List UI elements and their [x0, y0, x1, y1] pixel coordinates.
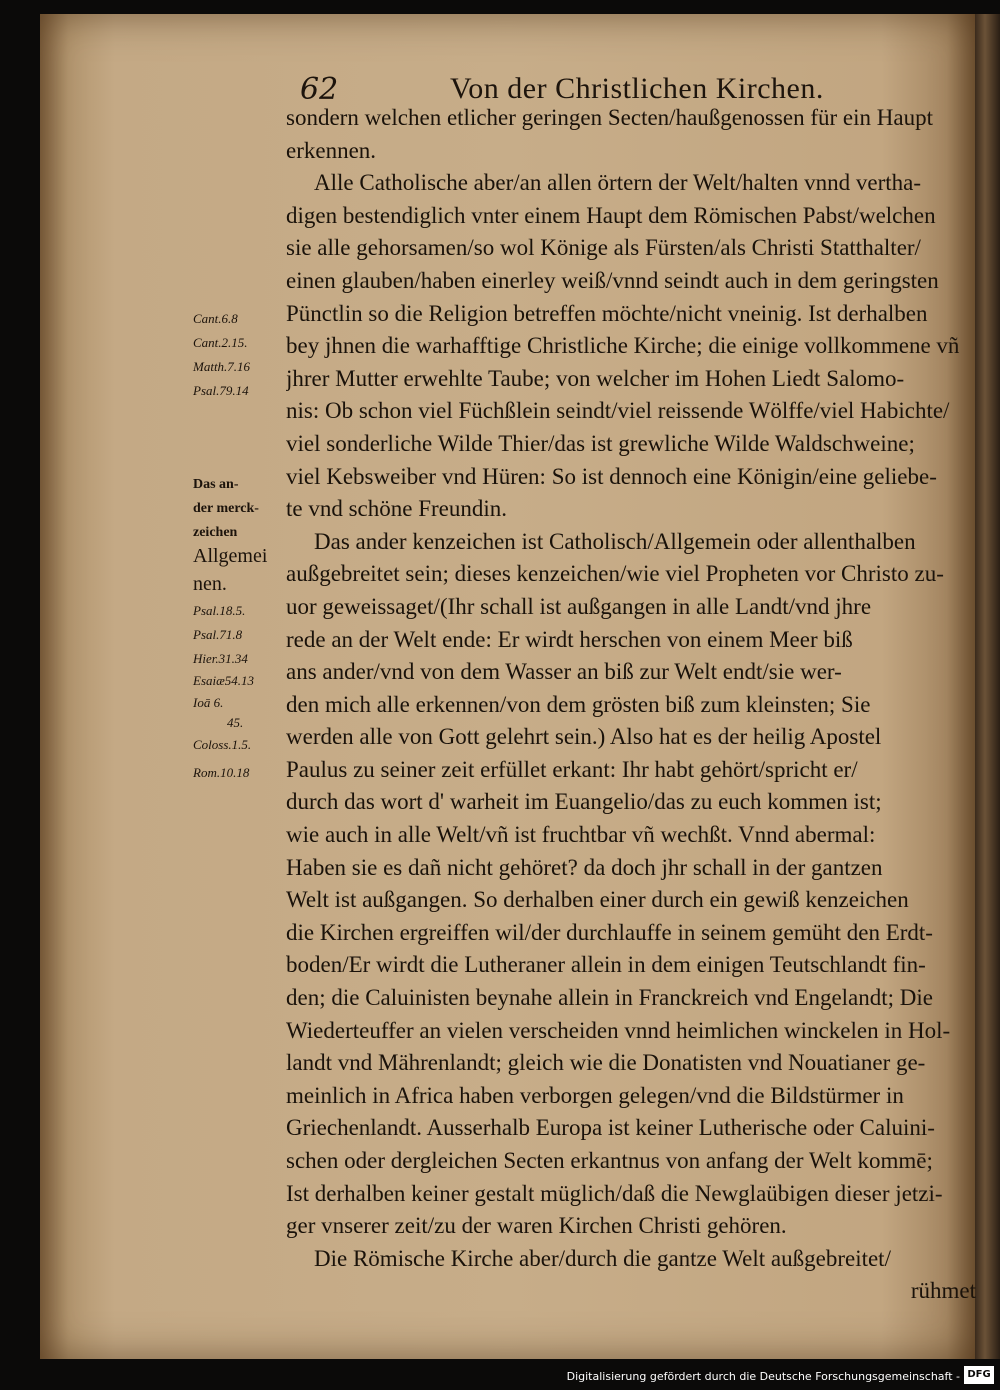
text-line: erkennen.	[286, 137, 377, 163]
text-line: wie auch in alle Welt/vñ ist fruchtbar vñ wechßt. Vnnd abermal:	[286, 822, 876, 848]
margin-note: der merck-	[193, 501, 259, 516]
catchword: rühmet	[910, 1278, 976, 1304]
page-edge	[975, 14, 1000, 1359]
footer-credit: Digitalisierung gefördert durch die Deutsche Forschungsgemeinschaft -	[566, 1370, 960, 1383]
margin-note: Das an-	[193, 477, 239, 492]
text-line: rede an der Welt ende: Er wirdt herschen von einem Meer biß	[286, 626, 853, 652]
margin-citation: Cant.2.15.	[193, 335, 248, 350]
text-line: sondern welchen etlicher geringen Secten/haußgenossen für ein Haupt	[286, 105, 933, 130]
text-line: Paulus zu seiner zeit erfüllet erkant: Ihr habt gehört/spricht er/	[286, 756, 858, 782]
text-line: bey jhnen die warhafftige Christliche Kirche; die einige vollkommene vñ	[286, 333, 960, 359]
text-line: nis: Ob schon viel Füchßlein seindt/viel reissende Wölffe/viel Habichte/	[286, 398, 950, 424]
text-line: sie alle gehorsamen/so wol Könige als Fürsten/als Christi Statthalter/	[286, 235, 921, 261]
text-line: Haben sie es dañ nicht gehöret? da doch jhr schall in der gantzen	[286, 854, 883, 880]
text-line: einen glauben/haben einerley weiß/vnnd seindt auch in dem geringsten	[286, 267, 939, 293]
margin-note: nen.	[193, 573, 227, 595]
text-line: Das ander kenzeichen ist Catholisch/Allgemein oder allenthalben	[314, 528, 916, 554]
margin-citation: Esaiæ54.13	[193, 673, 255, 688]
margin-citation: Psal.18.5.	[193, 603, 246, 618]
margin-note: zeichen	[193, 525, 238, 540]
margin-citation: Hier.31.34	[193, 651, 248, 666]
text-line: uor geweissaget/(Ihr schall ist außgangen in alle Landt/vnd jhre	[286, 593, 872, 619]
text-line: boden/Er wirdt die Lutheraner allein in dem einigen Teutschlandt fin-	[286, 952, 926, 978]
text-line: Die Römische Kirche aber/durch die gantze Welt außgebreitet/	[314, 1245, 891, 1271]
margin-citation: Matth.7.16	[193, 359, 251, 374]
margin-citation: Rom.10.18	[193, 765, 250, 780]
text-line: viel sonderliche Wilde Thier/das ist grewliche Wilde Waldschweine;	[286, 430, 915, 456]
text-line: ger vnserer zeit/zu der waren Kirchen Christi gehören.	[286, 1213, 787, 1239]
text-line: ans ander/vnd von dem Wasser an biß zur Welt endt/sie wer-	[286, 659, 842, 685]
text-line: schen oder dergleichen Secten erkantnus von anfang der Welt kommē;	[286, 1148, 933, 1173]
text-line: außgebreitet sein; dieses kenzeichen/wie viel Propheten vor Christo zu-	[286, 561, 944, 587]
text-line: Alle Catholische aber/an allen örtern der Welt/halten vnnd vertha-	[314, 170, 921, 196]
text-line: meinlich in Africa haben verborgen gelegen/vnd die Bildstürmer in	[286, 1082, 904, 1108]
margin-citation: Ioā 6.	[193, 695, 224, 710]
text-line: jhrer Mutter erwehlte Taube; von welcher im Hohen Liedt Salomo-	[286, 365, 905, 391]
text-line: durch das wort d' warheit im Euangelio/das zu euch kommen ist;	[286, 789, 882, 815]
page-number: 62	[300, 72, 339, 107]
margin-citation: Cant.6.8	[193, 311, 238, 326]
text-line: te vnd schöne Freundin.	[286, 496, 508, 522]
margin-citation: Psal.71.8	[193, 627, 243, 642]
body-text	[286, 102, 976, 1308]
text-line: landt vnd Mährenlandt; gleich wie die Donatisten vnd Nouatianer ge-	[286, 1050, 926, 1076]
text-line: Welt ist außgangen. So derhalben einer durch ein gewiß kenzeichen	[286, 887, 909, 913]
text-line: Ist derhalben keiner gestalt müglich/daß die Newglaübigen dieser jetzi-	[286, 1180, 943, 1206]
text-line: Pünctlin so die Religion betreffen möchte/nicht vneinig. Ist derhalben	[286, 300, 928, 326]
text-line: die Kirchen ergreiffen wil/der durchlauffe in seinem gemüht den Erdt-	[286, 919, 933, 945]
text-line: digen bestendiglich vnter einem Haupt dem Römischen Pabst/welchen	[286, 202, 936, 228]
text-line: den mich alle erkennen/von dem grösten biß zum kleinsten; Sie	[286, 691, 871, 717]
margin-citation: Psal.79.14	[193, 383, 249, 398]
text-line: den; die Caluinisten beynahe allein in Franckreich vnd Engelandt; Die	[286, 985, 933, 1011]
text-line: werden alle von Gott gelehrt sein.) Also hat es der heilig Apostel	[286, 724, 882, 750]
dfg-logo: DFG	[964, 1366, 994, 1384]
text-line: Griechenlandt. Ausserhalb Europa ist keiner Lutherische oder Caluini-	[286, 1115, 935, 1141]
page-title: Von der Christlichen Kirchen.	[450, 72, 824, 105]
margin-note: Allgemei	[193, 545, 268, 567]
text-line: Wiederteuffer an vielen verscheiden vnnd heimlichen winckelen in Hol-	[286, 1017, 951, 1043]
margin-citation: 45.	[227, 715, 244, 730]
margin-citation: Coloss.1.5.	[193, 737, 252, 752]
text-line: viel Kebsweiber vnd Hüren: So ist dennoch eine Königin/eine geliebe-	[286, 463, 937, 489]
